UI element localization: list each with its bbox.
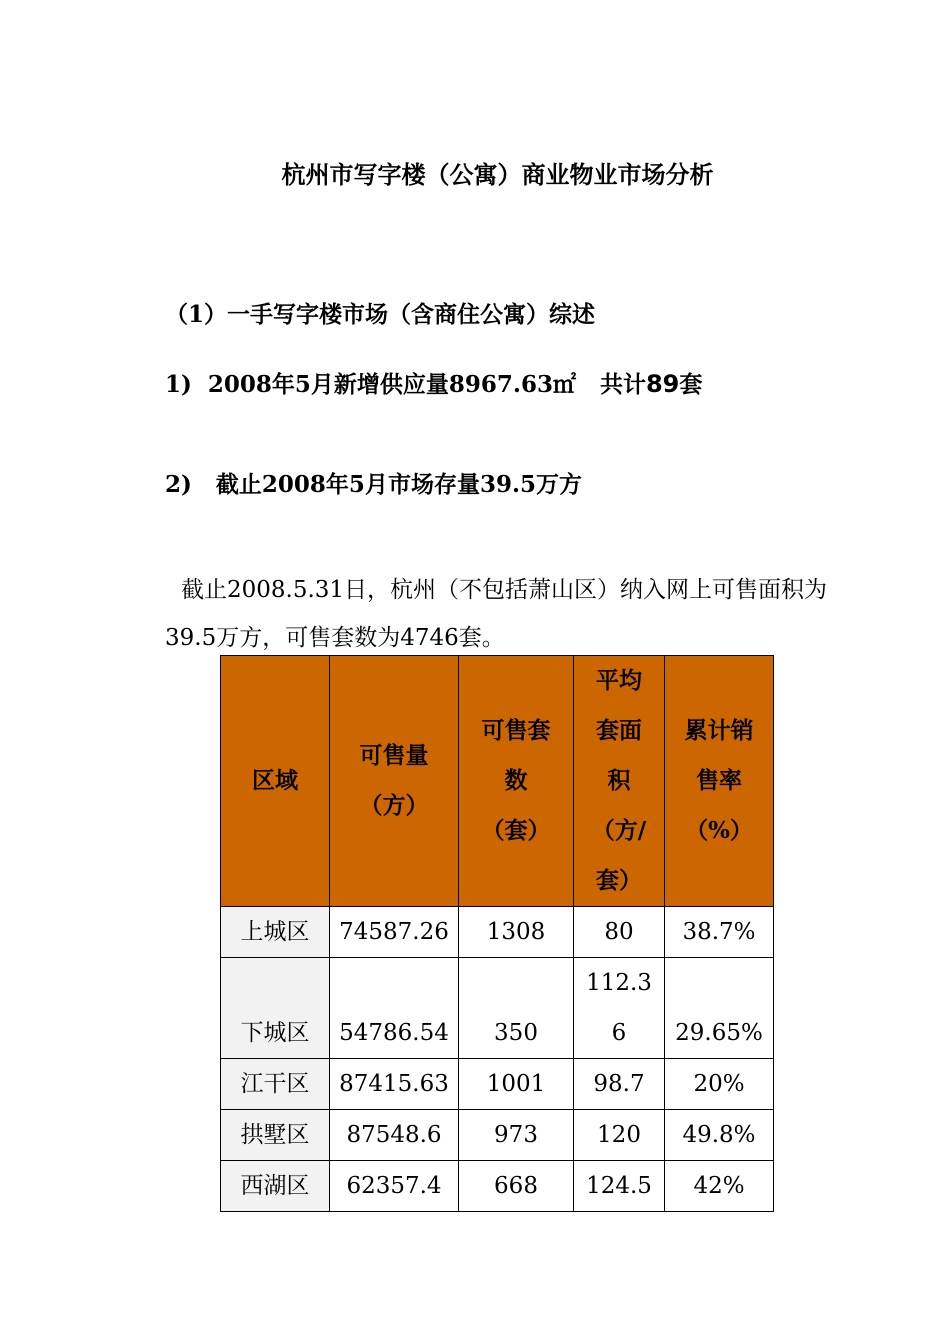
supply-line <box>165 366 702 399</box>
table-row <box>221 1059 774 1110</box>
cell-rate: 38.7% <box>665 907 774 958</box>
cell-area: 62357.4 <box>330 1161 459 1212</box>
header-sales-rate: 累计销 售率 （%） <box>665 656 774 907</box>
cell-area: 87548.6 <box>330 1110 459 1161</box>
header-region: 区域 <box>221 656 330 907</box>
cell-area: 87415.63 <box>330 1059 459 1110</box>
table-row <box>221 907 774 958</box>
cell-area: 54786.54 <box>330 958 459 1059</box>
cell-rate: 29.65% <box>665 958 774 1059</box>
summary-paragraph <box>165 566 845 662</box>
item2-prefix: 2) <box>165 471 192 498</box>
cell-avg: 98.7 <box>574 1059 665 1110</box>
cell-region: 上城区 <box>221 907 330 958</box>
item2-text: 截止2008年5月市场存量39.5万方 <box>215 471 582 498</box>
table-header-row <box>221 656 774 907</box>
document-title: 杭州市写字楼（公寓）商业物业市场分析 <box>281 160 714 189</box>
item1-text: 2008年5月新增供应量8967.63㎡ <box>207 371 576 398</box>
cell-region: 拱墅区 <box>221 1110 330 1161</box>
summary-text: 截止2008.5.31日，杭州（不包括萧山区）纳入网上可售面积为39.5万方，可售套数为4746套。 <box>165 577 828 651</box>
cell-units: 973 <box>459 1110 574 1161</box>
cell-units: 1308 <box>459 907 574 958</box>
item1-prefix: 1) <box>165 371 192 398</box>
item1-count: 89 <box>645 370 680 398</box>
item1-spacer: 共计 <box>575 371 646 398</box>
table-row <box>221 1110 774 1161</box>
cell-region: 江干区 <box>221 1059 330 1110</box>
market-table <box>220 655 774 1212</box>
item1-suffix: 套 <box>679 371 703 398</box>
cell-avg: 124.5 <box>574 1161 665 1212</box>
cell-units: 1001 <box>459 1059 574 1110</box>
cell-rate: 42% <box>665 1161 774 1212</box>
section-heading: （1）一手写字楼市场（含商住公寓）综述 <box>165 301 596 328</box>
cell-area: 74587.26 <box>330 907 459 958</box>
cell-region: 西湖区 <box>221 1161 330 1212</box>
cell-rate: 49.8% <box>665 1110 774 1161</box>
cell-avg: 120 <box>574 1110 665 1161</box>
table-row <box>221 958 774 1059</box>
table-row <box>221 1161 774 1212</box>
header-average-area: 平均 套面 积 （方/ 套） <box>574 656 665 907</box>
cell-avg: 112.3 6 <box>574 958 665 1059</box>
header-sellable-area: 可售量 （方） <box>330 656 459 907</box>
cell-units: 350 <box>459 958 574 1059</box>
cell-rate: 20% <box>665 1059 774 1110</box>
cell-avg: 80 <box>574 907 665 958</box>
cell-region: 下城区 <box>221 958 330 1059</box>
cell-units: 668 <box>459 1161 574 1212</box>
header-sellable-units: 可售套 数 （套） <box>459 656 574 907</box>
stock-line <box>165 466 582 499</box>
